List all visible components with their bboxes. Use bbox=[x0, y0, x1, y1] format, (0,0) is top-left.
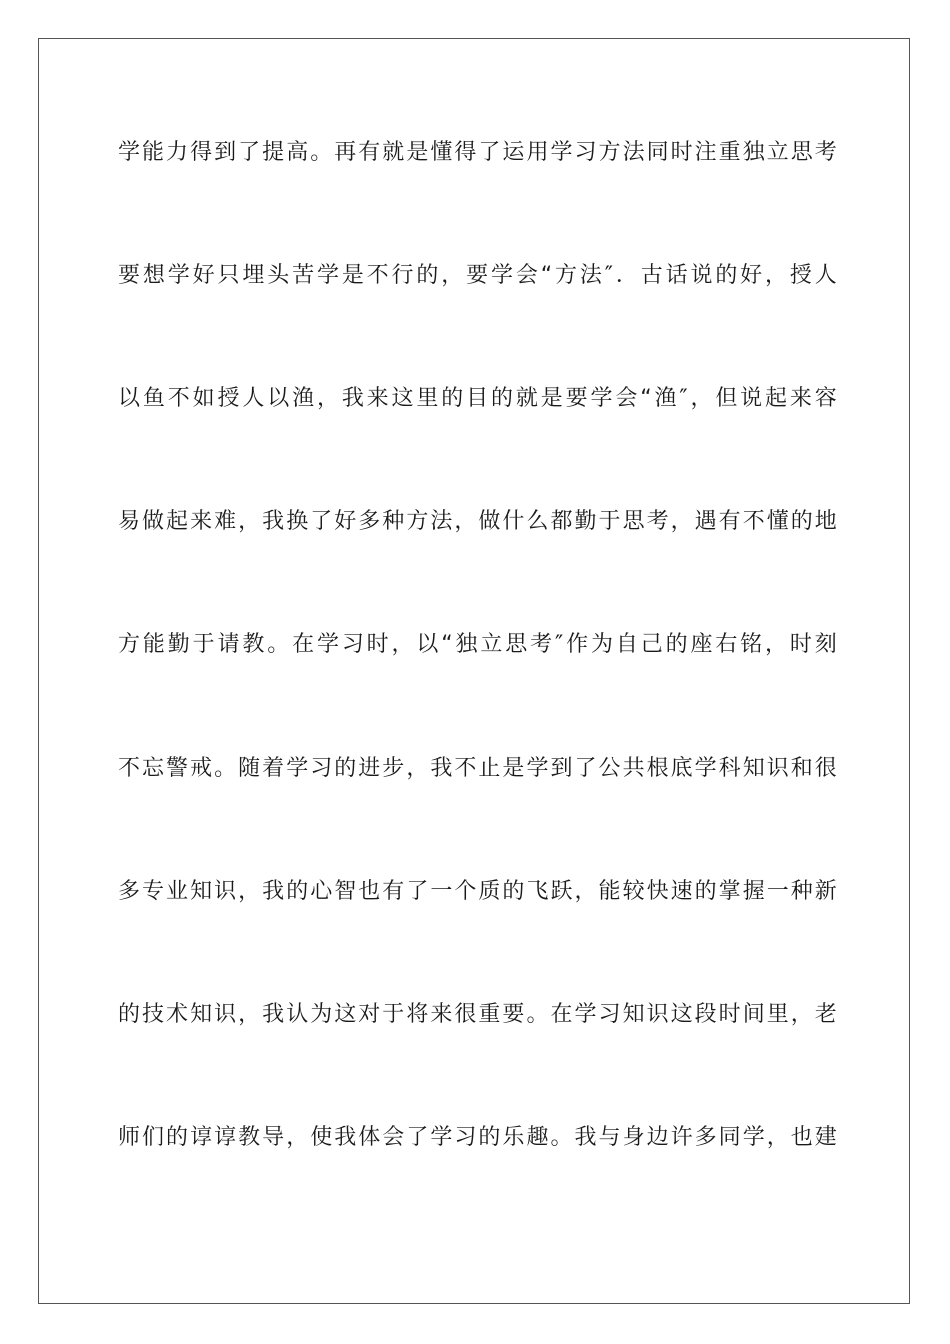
text-line: 的技术知识，我认为这对于将来很重要。在学习知识这段时间里，老 bbox=[118, 1002, 838, 1027]
text-line: 不忘警戒。随着学习的进步，我不止是学到了公共根底学科知识和很 bbox=[118, 756, 838, 781]
page-border bbox=[38, 38, 910, 1304]
text-line: 学能力得到了提高。再有就是懂得了运用学习方法同时注重独立思考 bbox=[118, 140, 838, 165]
text-line: 易做起来难，我换了好多种方法，做什么都勤于思考，遇有不懂的地 bbox=[118, 509, 838, 534]
text-line: 以鱼不如授人以渔，我来这里的目的就是要学会“渔″，但说起来容 bbox=[118, 386, 838, 411]
text-line: 方能勤于请教。在学习时，以“独立思考″作为自己的座右铭，时刻 bbox=[118, 632, 838, 657]
text-line: 要想学好只埋头苦学是不行的，要学会“方法″．古话说的好，授人 bbox=[118, 263, 838, 288]
text-line: 师们的谆谆教导，使我体会了学习的乐趣。我与身边许多同学，也建 bbox=[118, 1125, 838, 1150]
text-line: 多专业知识，我的心智也有了一个质的飞跃，能较快速的掌握一种新 bbox=[118, 879, 838, 904]
